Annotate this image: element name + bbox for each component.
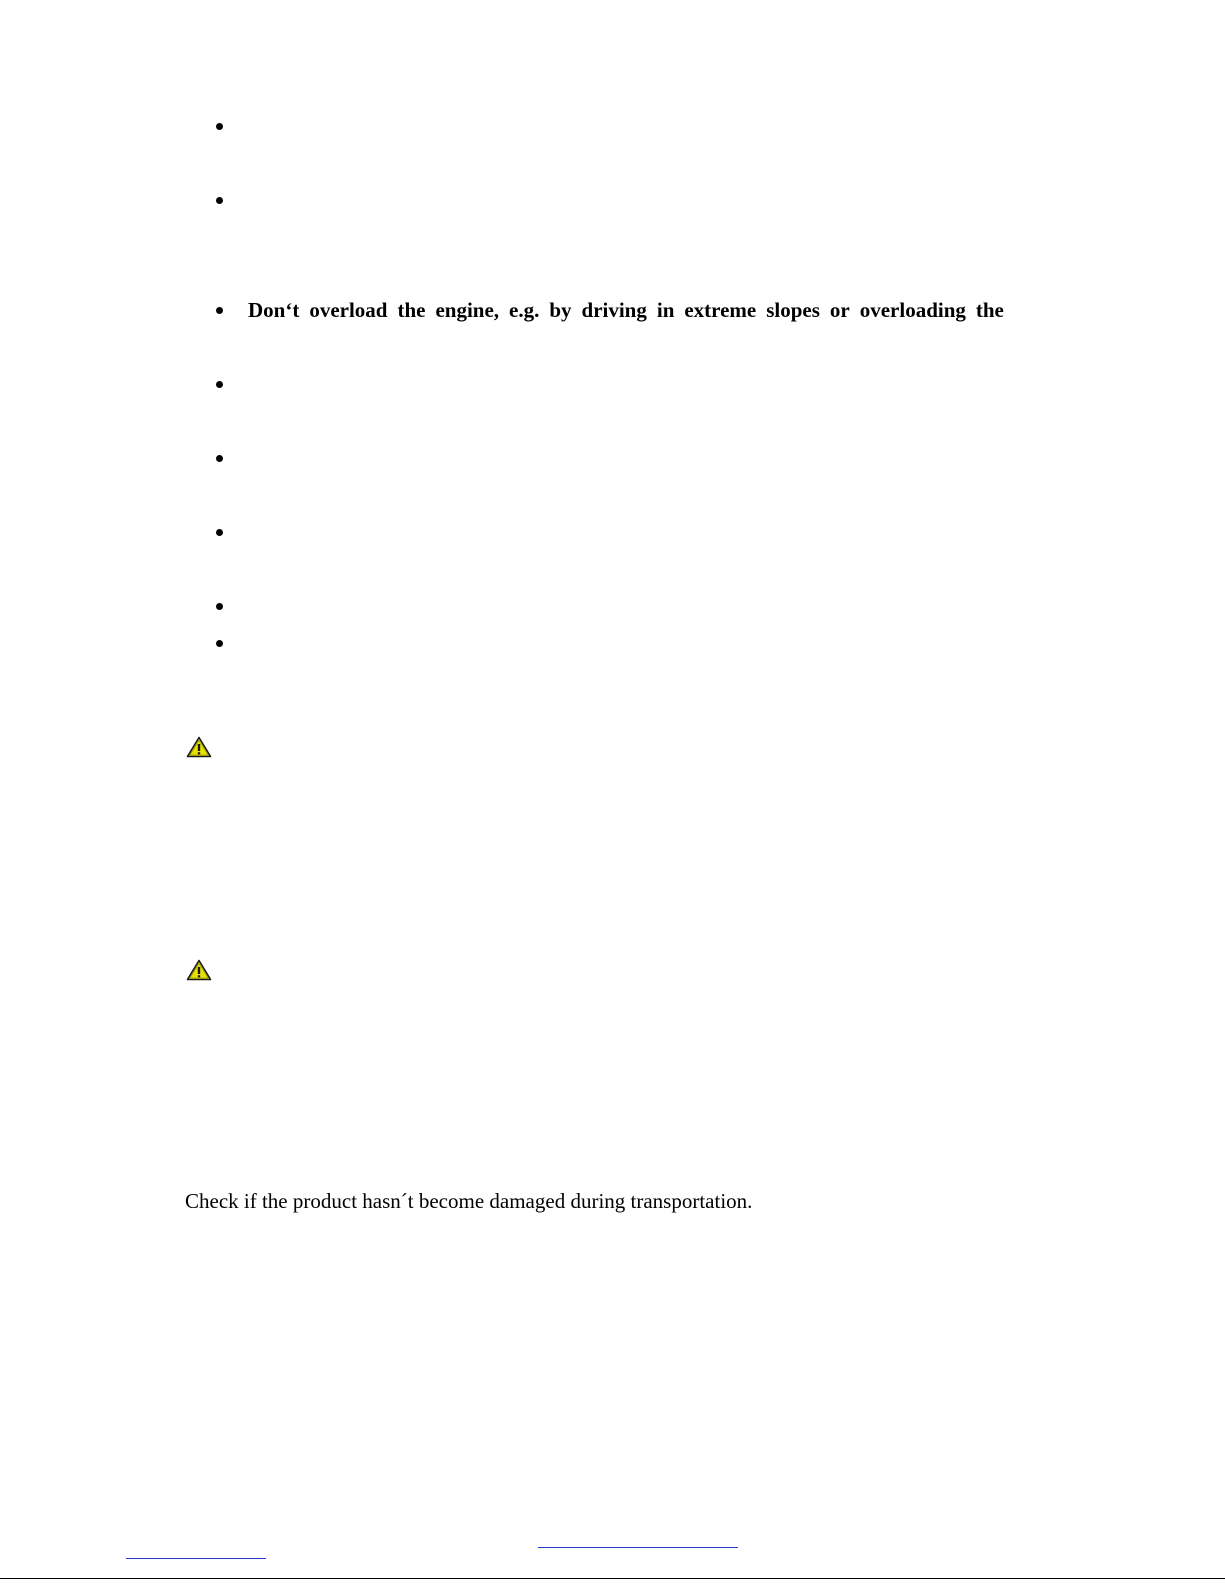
bullet-icon [216, 603, 223, 610]
bullet-icon [216, 381, 223, 388]
word: the [975, 298, 1004, 322]
list-item [210, 296, 1010, 324]
word: slopes [766, 298, 820, 322]
word: Don‘t [248, 298, 300, 322]
word: extreme [684, 298, 757, 322]
word: overload [309, 298, 388, 322]
word: by [549, 298, 572, 322]
list-item-text-bold [248, 296, 1004, 324]
list-item [210, 518, 1010, 546]
word: overloading [859, 298, 966, 322]
list-item [210, 444, 1010, 472]
word: driving [581, 298, 647, 322]
bullet-icon [216, 123, 223, 130]
bullet-icon [216, 307, 223, 314]
bullet-icon [216, 529, 223, 536]
word: in [656, 298, 675, 322]
list-item [210, 112, 1010, 140]
word: or [829, 298, 850, 322]
list-item [210, 592, 1010, 620]
footer-link-underline[interactable] [126, 1558, 266, 1559]
warning-triangle-icon [186, 959, 212, 981]
body-paragraph: Check if the product hasn´t become damaged during transportation. [185, 1189, 753, 1213]
bullet-icon [216, 640, 223, 647]
list-item [210, 370, 1010, 398]
list-item [210, 629, 1010, 657]
footer-rule [0, 1578, 1225, 1579]
bullet-icon [216, 455, 223, 462]
bullet-icon [216, 197, 223, 204]
word: the [397, 298, 426, 322]
footer-link-underline[interactable] [538, 1547, 738, 1548]
list-item [210, 186, 1010, 214]
word: engine, [435, 298, 500, 322]
warning-triangle-icon [186, 736, 212, 758]
word: e.g. [509, 298, 540, 322]
